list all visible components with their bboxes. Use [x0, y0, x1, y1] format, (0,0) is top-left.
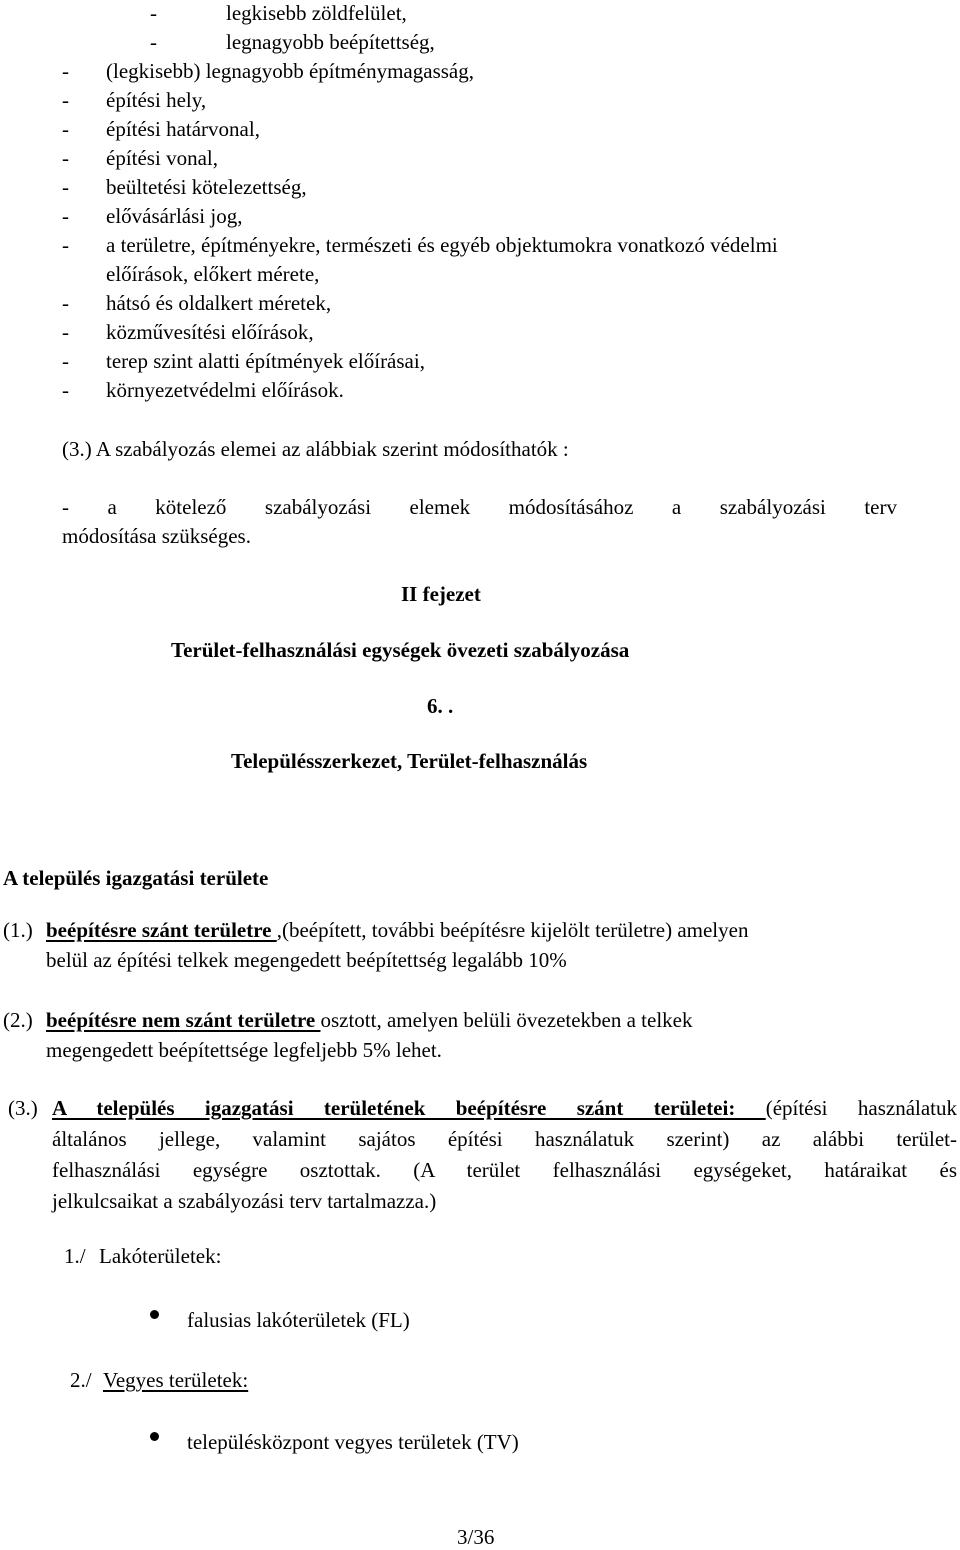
- paragraph-2-text: osztott, amelyen belüli övezetekben a telkek: [320, 1008, 693, 1032]
- paragraph-1: [46, 920, 748, 941]
- list-dash: -: [62, 88, 69, 112]
- page-number: 3/36: [457, 1525, 495, 1549]
- list-item: környezetvédelmi előírások.: [106, 378, 344, 402]
- paragraph-3-line-3: felhasználási egységre osztottak. (A terület felhasználási egységeket, határaikat és: [52, 1158, 957, 1182]
- paragraph-2: [46, 1010, 693, 1031]
- list-dash: -: [62, 320, 69, 344]
- list-dash: -: [62, 117, 69, 141]
- section-item-continuation: módosítása szükséges.: [62, 524, 251, 548]
- list-item: legkisebb zöldfelület,: [226, 1, 407, 25]
- list-item: a területre, építményekre, természeti és egyéb objektumokra vonatkozó védelmi: [106, 233, 778, 257]
- list-item: építési vonal,: [106, 146, 218, 170]
- list-item-continuation: előírások, előkert mérete,: [106, 262, 320, 286]
- list-dash: -: [150, 30, 157, 54]
- category-2-bullet: településközpont vegyes területek (TV): [187, 1430, 519, 1454]
- list-item: legnagyobb beépítettség,: [226, 30, 435, 54]
- list-dash: -: [62, 378, 69, 402]
- list-dash: -: [62, 233, 69, 257]
- list-item: közművesítési előírások,: [106, 320, 314, 344]
- paragraph-2-term: beépítésre nem szánt területre: [46, 1008, 321, 1032]
- bullet-icon: [150, 1432, 159, 1441]
- paragraph-number: 6. .: [427, 694, 454, 718]
- paragraph-2-number: (2.): [3, 1008, 33, 1032]
- chapter-subtitle: Terület-felhasználási egységek övezeti szabályozása: [171, 638, 630, 662]
- list-item: terep szint alatti építmények előírásai,: [106, 349, 425, 373]
- category-1-number: 1./: [64, 1244, 86, 1268]
- list-dash: -: [150, 1, 157, 25]
- category-1-label: Lakóterületek:: [99, 1244, 222, 1268]
- list-item: beültetési kötelezettség,: [106, 175, 307, 199]
- paragraph-2-continuation: megengedett beépítettsége legfeljebb 5% lehet.: [46, 1038, 442, 1062]
- paragraph-3-number: (3.): [8, 1096, 38, 1120]
- category-2-label: Vegyes területek:: [103, 1368, 249, 1392]
- paragraph-3: [52, 1098, 957, 1119]
- paragraph-3-text: (építési használatuk: [765, 1096, 958, 1120]
- category-1-bullet: falusias lakóterületek (FL): [187, 1308, 410, 1332]
- paragraph-1-text: ,(beépített, további beépítésre kijelölt területre) amelyen: [276, 918, 749, 942]
- paragraph-title: Településszerkezet, Terület-felhasználás: [231, 749, 588, 773]
- list-dash: -: [62, 175, 69, 199]
- paragraph-1-number: (1.): [3, 918, 33, 942]
- list-item: hátsó és oldalkert méretek,: [106, 291, 332, 315]
- paragraph-1-term: beépítésre szánt területre: [46, 918, 277, 942]
- paragraph-3-line-4: jelkulcsaikat a szabályozási terv tartalmazza.): [52, 1189, 437, 1213]
- bullet-icon: [150, 1310, 159, 1319]
- section-item: - a kötelező szabályozási elemek módosításához a szabályozási terv: [62, 495, 897, 519]
- list-dash: -: [62, 349, 69, 373]
- list-item: (legkisebb) legnagyobb építménymagasság,: [106, 59, 474, 83]
- list-item: építési hely,: [106, 88, 207, 112]
- admin-heading: A település igazgatási területe: [3, 866, 269, 890]
- list-dash: -: [62, 291, 69, 315]
- list-item: elővásárlási jog,: [106, 204, 243, 228]
- list-dash: -: [62, 146, 69, 170]
- section-heading: (3.) A szabályozás elemei az alábbiak szerint módosíthatók :: [62, 437, 569, 461]
- chapter-title: II fejezet: [401, 582, 481, 606]
- paragraph-3-line-2: általános jellege, valamint sajátos építési használatuk szerint) az alábbi terület-: [52, 1127, 957, 1151]
- category-2-number: 2./: [70, 1368, 92, 1392]
- list-dash: -: [62, 59, 69, 83]
- paragraph-1-continuation: belül az építési telkek megengedett beépítettség legalább 10%: [46, 948, 567, 972]
- list-dash: -: [62, 204, 69, 228]
- paragraph-3-term: A település igazgatási területének beépítésre szánt területei:: [52, 1096, 766, 1120]
- list-item: építési határvonal,: [106, 117, 260, 141]
